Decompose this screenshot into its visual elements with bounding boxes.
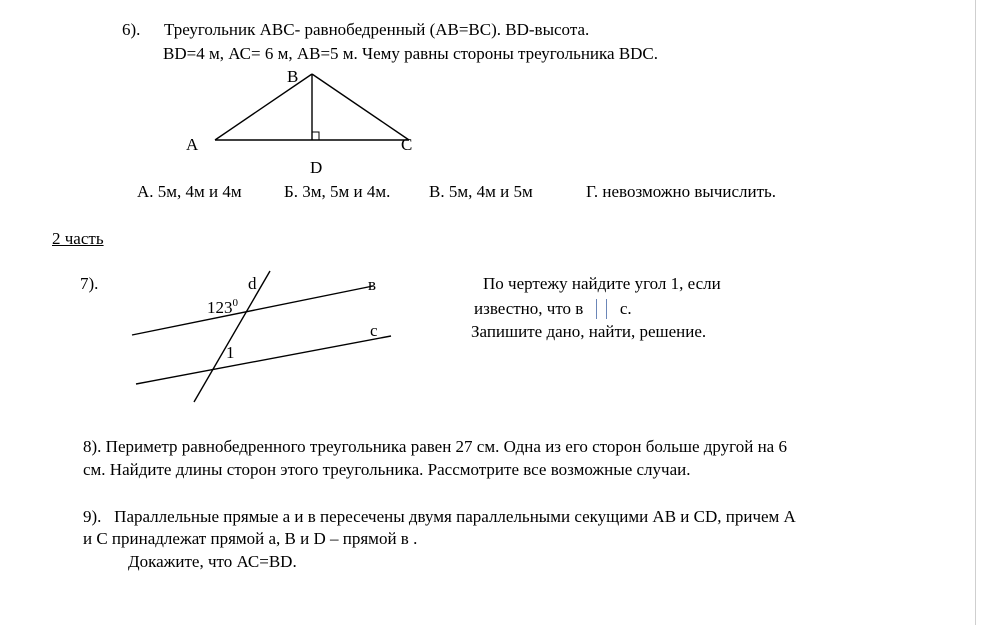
q9-line-3: Докажите, что АС=ВD. <box>128 552 297 571</box>
q7-text-2 <box>474 299 632 319</box>
q7-text-3: Запишите дано, найти, решение. <box>471 322 707 341</box>
q7-number: 7). <box>80 274 99 293</box>
part-2-heading: 2 часть <box>52 229 104 248</box>
q7-text-2a: известно, что в <box>474 299 584 318</box>
label-a: A <box>186 135 199 154</box>
line-v <box>132 286 373 335</box>
q9-line-1 <box>83 507 796 527</box>
q6-line-1: Треугольник АВС- равнобедренный (АВ=ВС). ВD-высота. <box>164 20 590 39</box>
q6-line-2: ВD=4 м, АС= 6 м, АВ=5 м. Чему равны стороны треугольника ВDС. <box>163 44 659 63</box>
label-c: C <box>401 135 413 154</box>
line-c <box>136 336 391 384</box>
angle-1-label: 1 <box>226 343 235 362</box>
q7-text-2b: с. <box>619 299 632 318</box>
q8-line-1: 8). Периметр равнобедренного треугольника равен 27 см. Одна из его сторон больше другой на 6 <box>83 437 787 456</box>
label-b: B <box>287 67 299 86</box>
q9-line-2: и С принадлежат прямой а, В и D – прямой в . <box>83 529 418 548</box>
q6-option-g: Г. невозможно вычислить. <box>586 182 777 201</box>
angle-123-label: $123^0$ <box>207 297 238 317</box>
line-d <box>194 271 270 402</box>
label-d-line: d <box>248 274 257 293</box>
q6-option-v: В. 5м, 4м и 5м <box>429 182 533 201</box>
label-c-line: с <box>370 321 378 340</box>
label-d: D <box>310 158 323 177</box>
q7-text-1: По чертежу найдите угол 1, если <box>483 274 721 293</box>
label-v-line: в <box>368 275 377 294</box>
q6-option-b: Б. 3м, 5м и 4м. <box>284 182 391 201</box>
parallel-symbol <box>591 299 613 319</box>
q6-number: 6). <box>122 20 141 39</box>
q6-option-a: А. 5м, 4м и 4м <box>137 182 242 201</box>
q8-line-2: см. Найдите длины сторон этого треугольника. Рассмотрите все возможные случаи. <box>83 460 691 479</box>
q9-line-1-text: 9). Параллельные прямые а и в пересечены двумя параллельными секущими АВ и СD, причем А <box>83 507 796 526</box>
